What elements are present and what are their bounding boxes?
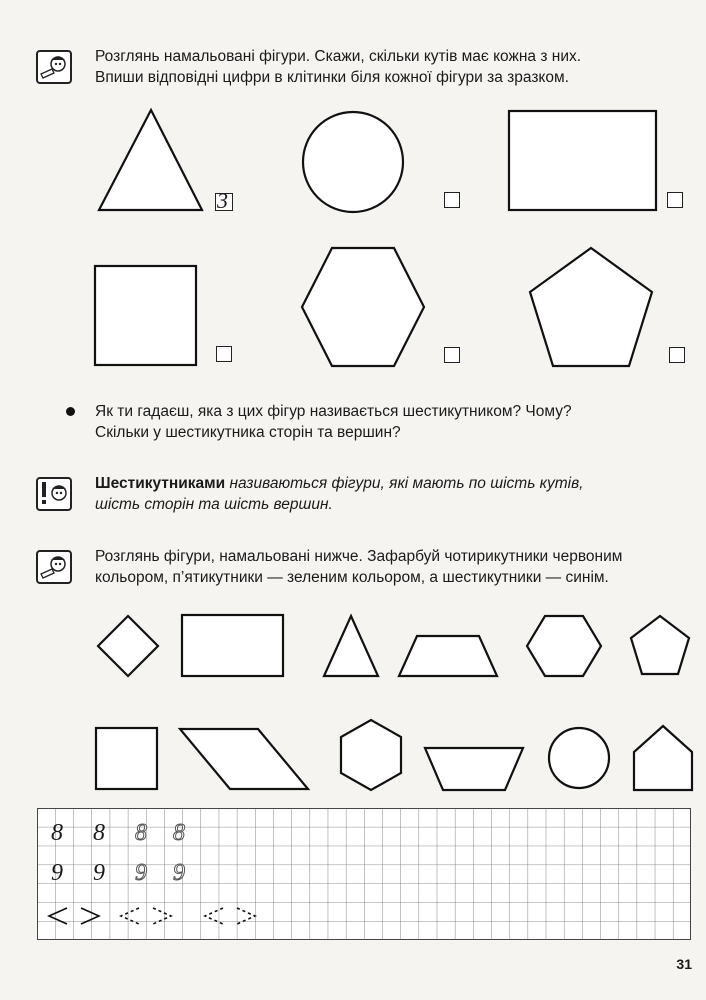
digit-8-sample: 8	[51, 820, 63, 846]
rhombus-shape[interactable]	[96, 614, 160, 678]
trapezoid-shape[interactable]	[397, 634, 499, 678]
circle-figure	[300, 109, 406, 215]
exclamation-boy-icon	[36, 477, 72, 511]
answer-cell-square[interactable]	[216, 346, 232, 362]
task-icon-boy-pencil	[36, 50, 72, 84]
digit-9-sample-2: 9	[93, 860, 105, 886]
digit-9-trace-2: 9	[173, 860, 185, 886]
definition-text-1: називаються фігури, які мають по шість кутів,	[225, 475, 584, 492]
answer-cell-triangle[interactable]	[215, 188, 233, 213]
pentagon-figure	[528, 246, 654, 368]
task2-line1: Розглянь фігури, намальовані нижче. Зафарбуй чотирикутники червоним	[95, 548, 623, 565]
hexagon-shape-2[interactable]	[339, 718, 403, 792]
page-number: 31	[676, 956, 692, 972]
hexagon-shape[interactable]	[525, 614, 603, 678]
digit-9-trace: 9	[135, 860, 147, 886]
sample-answer: 3	[217, 188, 228, 213]
answer-cell-pentagon[interactable]	[669, 347, 685, 363]
digit-8-trace-2: 8	[173, 820, 185, 846]
question-line1: Як ти гадаєш, яка з цих фігур називається шестикутником? Чому?	[95, 403, 572, 420]
pentagon-shape[interactable]	[629, 614, 691, 678]
pentagon-house-shape[interactable]	[632, 724, 694, 792]
hexagon-figure	[300, 246, 426, 368]
square-figure	[94, 265, 198, 367]
task2-line2: кольором, п’ятикутники — зеленим кольором, а шестикутники — синім.	[95, 569, 609, 586]
digit-8-trace: 8	[135, 820, 147, 846]
triangle-figure	[96, 108, 206, 214]
task-icon-boy-pencil-2	[36, 550, 72, 584]
rectangle-shape[interactable]	[181, 614, 285, 678]
question-line2: Скільки у шестикутника сторін та вершин?	[95, 424, 401, 441]
digit-9-sample: 9	[51, 860, 63, 886]
digit-8-sample-2: 8	[93, 820, 105, 846]
task1-line2: Впиши відповідні цифри в клітинки біля кожної фігури за зразком.	[95, 69, 569, 86]
square-shape[interactable]	[95, 727, 159, 791]
answer-cell-circle[interactable]	[444, 192, 460, 208]
copybook-grid[interactable]	[37, 808, 691, 940]
answer-cell-rectangle[interactable]	[667, 192, 683, 208]
parallelogram-shape[interactable]	[178, 727, 310, 791]
bullet	[66, 407, 75, 416]
definition-text-2: шість сторін та шість вершин.	[95, 496, 333, 513]
circle-shape[interactable]	[547, 726, 611, 790]
rectangle-figure	[508, 110, 658, 212]
task1-line1: Розглянь намальовані фігури. Скажи, скільки кутів має кожна з них.	[95, 48, 582, 65]
definition-term: Шестикутниками	[95, 475, 226, 492]
answer-cell-hexagon[interactable]	[444, 347, 460, 363]
trapezoid-shape-2[interactable]	[423, 746, 525, 792]
triangle-shape[interactable]	[322, 614, 380, 678]
